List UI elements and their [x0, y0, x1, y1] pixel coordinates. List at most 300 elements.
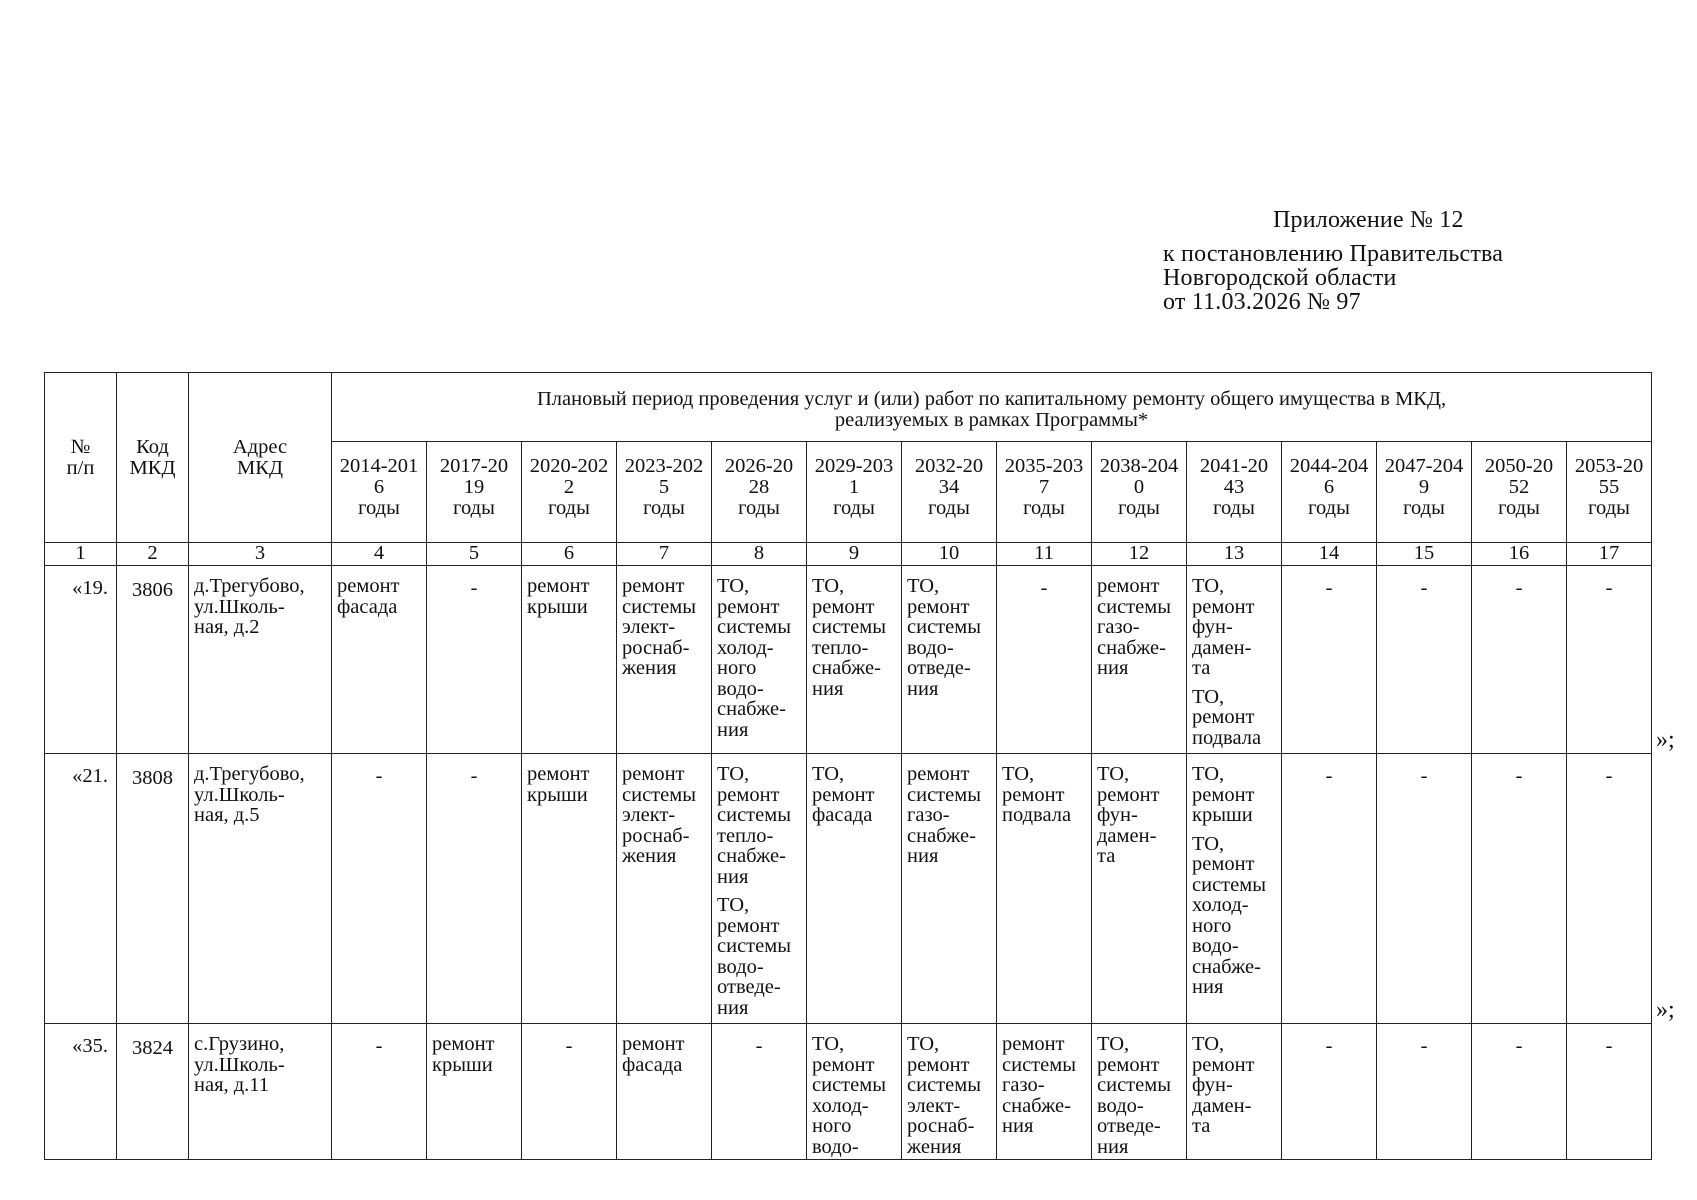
work-cell-empty: -: [1377, 566, 1472, 754]
header-period: [902, 442, 997, 543]
work-line: ТО,: [812, 575, 845, 597]
work-line: ния: [1192, 976, 1224, 998]
address-line: ул.Школь-: [194, 1053, 285, 1076]
work-line: ремонт: [1097, 575, 1160, 597]
header-period-line: 2044-204: [1289, 455, 1369, 477]
column-number: 1: [45, 543, 117, 566]
mkd-address: [189, 566, 332, 754]
row-number: «35.: [45, 1024, 117, 1160]
address-line: д.Трегубово,: [194, 575, 305, 597]
work-line: та: [1097, 845, 1116, 867]
work-cell: [807, 754, 902, 1024]
work-line: газо-: [907, 804, 950, 826]
work-line: ного: [812, 1115, 852, 1137]
work-line: ремонт: [1192, 706, 1255, 728]
work-line: снабже-: [1192, 955, 1261, 978]
work-line: ТО,: [1002, 763, 1035, 785]
mkd-code: 3808: [117, 754, 189, 1024]
work-cell: [1092, 1024, 1187, 1160]
header-num-line: п/п: [66, 456, 95, 479]
work-line: фасада: [337, 595, 398, 618]
header-period-line: 55: [1598, 476, 1620, 498]
work-cell-empty: -: [1567, 1024, 1652, 1160]
work-line: ТО,: [1192, 832, 1225, 855]
work-line: системы: [717, 804, 791, 826]
column-number: 4: [332, 543, 427, 566]
work-line: жения: [907, 1135, 962, 1158]
work-cell: [617, 566, 712, 754]
work-line: системы: [812, 1074, 886, 1096]
work-line: ния: [907, 845, 939, 867]
work-line: ремонт: [907, 595, 970, 618]
work-cell-empty: -: [427, 566, 522, 754]
header-period-line: годы: [1308, 497, 1350, 519]
work-cell: [1092, 754, 1187, 1024]
work-line: ремонт: [1002, 783, 1065, 806]
work-line: ТО,: [1097, 763, 1130, 785]
header-period-line: годы: [833, 497, 875, 519]
table-body: [45, 373, 1652, 1160]
work-line: системы: [1097, 595, 1171, 618]
header-period: [997, 442, 1092, 543]
header-period-line: годы: [643, 497, 685, 519]
work-line: ния: [717, 996, 749, 1019]
header-period-line: 2050-20: [1484, 455, 1554, 477]
work-cell-empty: -: [1567, 754, 1652, 1024]
work-line: ремонт: [1192, 783, 1255, 806]
closing-mark: »;: [1656, 726, 1675, 753]
work-line: фасада: [812, 804, 873, 826]
work-line: ремонт: [1097, 1053, 1160, 1076]
work-line: фун-: [1192, 1074, 1233, 1096]
work-item: [1002, 764, 1088, 826]
header-period-line: годы: [1023, 497, 1065, 519]
work-line: роснаб-: [622, 636, 690, 659]
work-line: ремонт: [717, 783, 780, 806]
work-line: водо-: [717, 677, 764, 700]
header-address: [189, 373, 332, 543]
header-period-title-line: реализуемых в рамках Программы*: [834, 409, 1149, 431]
header-period: [1282, 442, 1377, 543]
header-period-line: 0: [1133, 476, 1145, 498]
work-cell-empty: -: [1472, 566, 1567, 754]
work-line: отведе-: [717, 976, 781, 998]
header-num-line: №: [70, 435, 91, 458]
header-period-line: годы: [548, 497, 590, 519]
work-line: системы: [907, 1074, 981, 1096]
work-line: водо-: [717, 955, 764, 978]
work-line: жения: [622, 845, 677, 867]
appendix-resolution-line: к постановлению Правительства: [1163, 241, 1504, 267]
work-line: водо-: [907, 636, 954, 659]
work-line: системы: [907, 783, 981, 806]
work-line: ремонт: [1097, 783, 1160, 806]
header-code: [117, 373, 189, 543]
address-line: ная, д.5: [194, 804, 260, 826]
work-item: [717, 764, 803, 887]
work-line: системы: [622, 783, 696, 806]
work-line: ремонт: [717, 914, 780, 937]
work-item: [812, 764, 898, 826]
header-period-line: 28: [748, 476, 770, 498]
header-period: [522, 442, 617, 543]
header-period-line: годы: [1498, 497, 1540, 519]
closing-mark: »;: [1656, 996, 1675, 1023]
work-line: ремонт: [717, 595, 780, 618]
work-item: [1192, 687, 1278, 749]
work-line: ния: [717, 865, 749, 888]
header-period-line: 2047-204: [1384, 455, 1464, 477]
address-line: ная, д.2: [194, 616, 260, 638]
work-cell-empty: -: [1377, 1024, 1472, 1160]
header-period-line: годы: [453, 497, 495, 519]
work-line: ного: [1192, 914, 1232, 937]
header-code-line: МКД: [129, 456, 176, 479]
work-line: ремонт: [622, 575, 685, 597]
work-cell-empty: -: [1567, 566, 1652, 754]
work-cell-empty: -: [1282, 566, 1377, 754]
header-period: [1092, 442, 1187, 543]
header-period-line: годы: [1403, 497, 1445, 519]
work-cell-empty: -: [1377, 754, 1472, 1024]
header-period-line: 52: [1508, 476, 1530, 498]
header-period-line: 1: [848, 476, 860, 498]
column-number: 5: [427, 543, 522, 566]
work-line: газо-: [1002, 1074, 1045, 1096]
column-number: 15: [1377, 543, 1472, 566]
work-line: ТО,: [717, 575, 750, 597]
work-line: ТО,: [717, 894, 750, 916]
header-period: [1377, 442, 1472, 543]
work-item: [1002, 1034, 1088, 1137]
work-cell-empty: -: [1282, 754, 1377, 1024]
work-item: [622, 764, 708, 867]
work-line: ТО,: [907, 1033, 940, 1055]
address-line: ул.Школь-: [194, 783, 285, 806]
work-line: холод-: [717, 636, 774, 659]
work-item: [717, 576, 803, 740]
work-cell: [902, 754, 997, 1024]
work-line: снабже-: [1097, 636, 1166, 659]
work-line: крыши: [527, 783, 588, 806]
work-cell: [902, 1024, 997, 1160]
address-line: ная, д.11: [194, 1074, 270, 1096]
work-cell-empty: -: [1472, 1024, 1567, 1160]
work-cell: [427, 1024, 522, 1160]
work-line: ния: [1097, 657, 1129, 679]
column-number: 8: [712, 543, 807, 566]
work-item: [527, 764, 613, 805]
header-period: [1567, 442, 1652, 543]
work-item: [1192, 1034, 1278, 1137]
work-line: подвала: [1002, 804, 1072, 826]
work-line: ремонт: [1192, 853, 1255, 875]
work-line: ремонт: [337, 575, 400, 597]
work-line: дамен-: [1192, 636, 1252, 659]
work-line: снабже-: [1002, 1094, 1071, 1117]
column-number: 16: [1472, 543, 1567, 566]
header-period: [1187, 442, 1282, 543]
column-number: 17: [1567, 543, 1652, 566]
column-number: 9: [807, 543, 902, 566]
work-cell-empty: -: [427, 754, 522, 1024]
work-cell: [997, 1024, 1092, 1160]
work-item: [622, 1034, 708, 1075]
header-period-line: 34: [938, 476, 960, 498]
work-line: ния: [1002, 1115, 1034, 1137]
work-line: элект-: [622, 616, 676, 638]
work-line: водо-: [812, 1135, 859, 1158]
work-line: холод-: [1192, 894, 1249, 916]
header-period-line: годы: [738, 497, 780, 519]
work-line: ремонт: [527, 575, 590, 597]
work-line: ного: [717, 657, 757, 679]
header-period-line: 2029-203: [814, 455, 894, 477]
work-cell-empty: -: [1472, 754, 1567, 1024]
work-line: жения: [622, 657, 677, 679]
header-address-line: МКД: [237, 456, 283, 479]
work-line: фун-: [1097, 804, 1138, 826]
work-cell: [617, 754, 712, 1024]
work-line: элект-: [907, 1094, 961, 1117]
address-line: с.Грузино,: [194, 1033, 285, 1055]
work-line: роснаб-: [907, 1115, 975, 1137]
column-number: 12: [1092, 543, 1187, 566]
work-item: [812, 576, 898, 699]
work-line: ремонт: [812, 595, 875, 618]
header-period-line: 43: [1223, 476, 1245, 498]
work-line: дамен-: [1097, 824, 1157, 847]
work-line: ТО,: [1192, 763, 1225, 785]
work-cell: [712, 566, 807, 754]
header-period-line: 2035-203: [1004, 455, 1084, 477]
work-line: ния: [1097, 1135, 1129, 1158]
header-period-line: 2014-201: [339, 455, 419, 477]
work-line: ремонт: [812, 1053, 875, 1076]
header-row-1: [45, 373, 1652, 442]
work-line: системы: [622, 595, 696, 618]
work-cell-empty: -: [997, 566, 1092, 754]
work-line: ТО,: [812, 763, 845, 785]
work-line: снабже-: [907, 824, 976, 847]
header-period: [712, 442, 807, 543]
work-line: системы: [1192, 873, 1266, 896]
work-line: ремонт: [907, 1053, 970, 1076]
column-number: 7: [617, 543, 712, 566]
column-number: 2: [117, 543, 189, 566]
capital-repair-table: [44, 372, 1652, 1160]
row-number: «21.: [45, 754, 117, 1024]
work-line: фун-: [1192, 616, 1233, 638]
table-row: [45, 566, 1652, 754]
header-num: [45, 373, 117, 543]
header-period: [427, 442, 522, 543]
work-cell: [617, 1024, 712, 1160]
work-cell-empty: -: [522, 1024, 617, 1160]
column-number: 11: [997, 543, 1092, 566]
work-line: системы: [1097, 1074, 1171, 1096]
work-line: ТО,: [717, 763, 750, 785]
header-period-line: 2017-20: [439, 455, 509, 477]
header-period-line: годы: [928, 497, 970, 519]
work-item: [907, 576, 993, 699]
appendix-title: Приложение № 12: [1273, 207, 1464, 233]
work-line: ремонт: [527, 763, 590, 785]
header-period-line: 2053-20: [1574, 455, 1644, 477]
work-line: ремонт: [622, 763, 685, 785]
header-period-line: годы: [358, 497, 400, 519]
work-item: [717, 895, 803, 1018]
work-item: [432, 1034, 518, 1075]
work-line: ния: [717, 718, 749, 741]
work-line: системы: [907, 616, 981, 638]
appendix-region-line: Новгородской области: [1163, 265, 1397, 291]
header-period-title: [332, 373, 1652, 442]
work-cell: [712, 754, 807, 1024]
header-period-line: 5: [658, 476, 670, 498]
header-period-title-line: Плановый период проведения услуг и (или) работ по капитальному ремонту общего имущества в МКД,: [537, 388, 1447, 410]
work-item: [337, 576, 423, 617]
work-cell: [807, 566, 902, 754]
work-cell-empty: -: [712, 1024, 807, 1160]
header-period: [332, 442, 427, 543]
work-line: водо-: [1097, 1094, 1144, 1117]
work-line: крыши: [527, 595, 588, 618]
address-line: ул.Школь-: [194, 595, 285, 618]
address-line: д.Трегубово,: [194, 763, 305, 785]
appendix-date-line: от 11.03.2026 № 97: [1163, 289, 1361, 315]
work-line: ния: [812, 677, 844, 700]
work-line: ремонт: [432, 1033, 495, 1055]
work-line: ТО,: [1192, 1033, 1225, 1055]
work-line: тепло-: [717, 824, 774, 847]
header-code-line: Код: [136, 435, 169, 458]
header-period-line: 2: [563, 476, 575, 498]
header-period-line: годы: [1588, 497, 1630, 519]
work-line: снабже-: [812, 657, 881, 679]
row-number: «19.: [45, 566, 117, 754]
column-number: 10: [902, 543, 997, 566]
mkd-code: 3806: [117, 566, 189, 754]
work-cell: [902, 566, 997, 754]
work-line: ТО,: [1192, 575, 1225, 597]
work-cell-empty: -: [1282, 1024, 1377, 1160]
header-period-line: 6: [373, 476, 385, 498]
work-line: снабже-: [717, 845, 786, 867]
mkd-address: [189, 754, 332, 1024]
work-line: та: [1192, 1115, 1211, 1137]
work-line: ния: [907, 677, 939, 700]
work-line: отведе-: [1097, 1115, 1161, 1137]
work-cell: [807, 1024, 902, 1160]
work-line: ремонт: [812, 783, 875, 806]
work-item: [1192, 764, 1278, 826]
work-line: снабже-: [717, 698, 786, 720]
work-item: [1097, 576, 1183, 679]
work-cell: [1187, 566, 1282, 754]
work-line: та: [1192, 657, 1211, 679]
header-period-line: 7: [1038, 476, 1050, 498]
work-cell: [522, 566, 617, 754]
work-line: крыши: [432, 1053, 493, 1076]
work-cell: [332, 566, 427, 754]
header-period-line: 9: [1418, 476, 1430, 498]
work-line: системы: [1002, 1053, 1076, 1076]
work-cell: [522, 754, 617, 1024]
work-item: [622, 576, 708, 679]
work-line: системы: [717, 616, 791, 638]
header-address-line: Адрес: [232, 435, 288, 458]
work-cell-empty: -: [332, 754, 427, 1024]
work-item: [1192, 834, 1278, 998]
header-period-line: 2032-20: [914, 455, 984, 477]
work-cell: [1092, 566, 1187, 754]
work-cell: [1187, 1024, 1282, 1160]
header-period-line: годы: [1118, 497, 1160, 519]
work-line: системы: [717, 935, 791, 957]
header-period-line: 2020-202: [529, 455, 609, 477]
header-period-line: 6: [1323, 476, 1335, 498]
appendix-header: [1163, 208, 1503, 314]
work-line: системы: [812, 616, 886, 638]
work-line: ТО,: [1192, 685, 1225, 708]
column-number: 13: [1187, 543, 1282, 566]
work-line: ремонт: [1192, 1053, 1255, 1076]
work-item: [907, 1034, 993, 1157]
work-cell-empty: -: [332, 1024, 427, 1160]
work-item: [527, 576, 613, 617]
work-line: тепло-: [812, 636, 869, 659]
work-item: [1097, 1034, 1183, 1157]
header-period-line: 2026-20: [724, 455, 794, 477]
header-period-line: годы: [1213, 497, 1255, 519]
work-line: ремонт: [622, 1033, 685, 1055]
work-line: ремонт: [1192, 595, 1255, 618]
work-line: ТО,: [1097, 1033, 1130, 1055]
header-period: [1472, 442, 1567, 543]
work-line: ремонт: [1002, 1033, 1065, 1055]
header-period: [617, 442, 712, 543]
work-item: [1097, 764, 1183, 867]
table-row: [45, 754, 1652, 1024]
work-line: ремонт: [907, 763, 970, 785]
column-number: 6: [522, 543, 617, 566]
work-cell: [1187, 754, 1282, 1024]
mkd-address: [189, 1024, 332, 1160]
work-line: ТО,: [812, 1033, 845, 1055]
work-line: отведе-: [907, 657, 971, 679]
work-line: холод-: [812, 1094, 869, 1117]
work-line: крыши: [1192, 804, 1253, 826]
work-item: [1192, 576, 1278, 679]
work-line: газо-: [1097, 616, 1140, 638]
work-line: водо-: [1192, 935, 1239, 957]
header-period-line: 2038-204: [1099, 455, 1179, 477]
header-period-line: 19: [463, 476, 485, 498]
header-period-line: 2023-202: [624, 455, 704, 477]
work-line: ТО,: [907, 575, 940, 597]
work-line: роснаб-: [622, 824, 690, 847]
header-period-line: 2041-20: [1199, 455, 1269, 477]
column-number: 14: [1282, 543, 1377, 566]
mkd-code: 3824: [117, 1024, 189, 1160]
work-line: элект-: [622, 804, 676, 826]
work-item: [812, 1034, 898, 1157]
work-line: дамен-: [1192, 1094, 1252, 1117]
work-cell: [997, 754, 1092, 1024]
work-line: подвала: [1192, 726, 1262, 749]
work-item: [907, 764, 993, 867]
